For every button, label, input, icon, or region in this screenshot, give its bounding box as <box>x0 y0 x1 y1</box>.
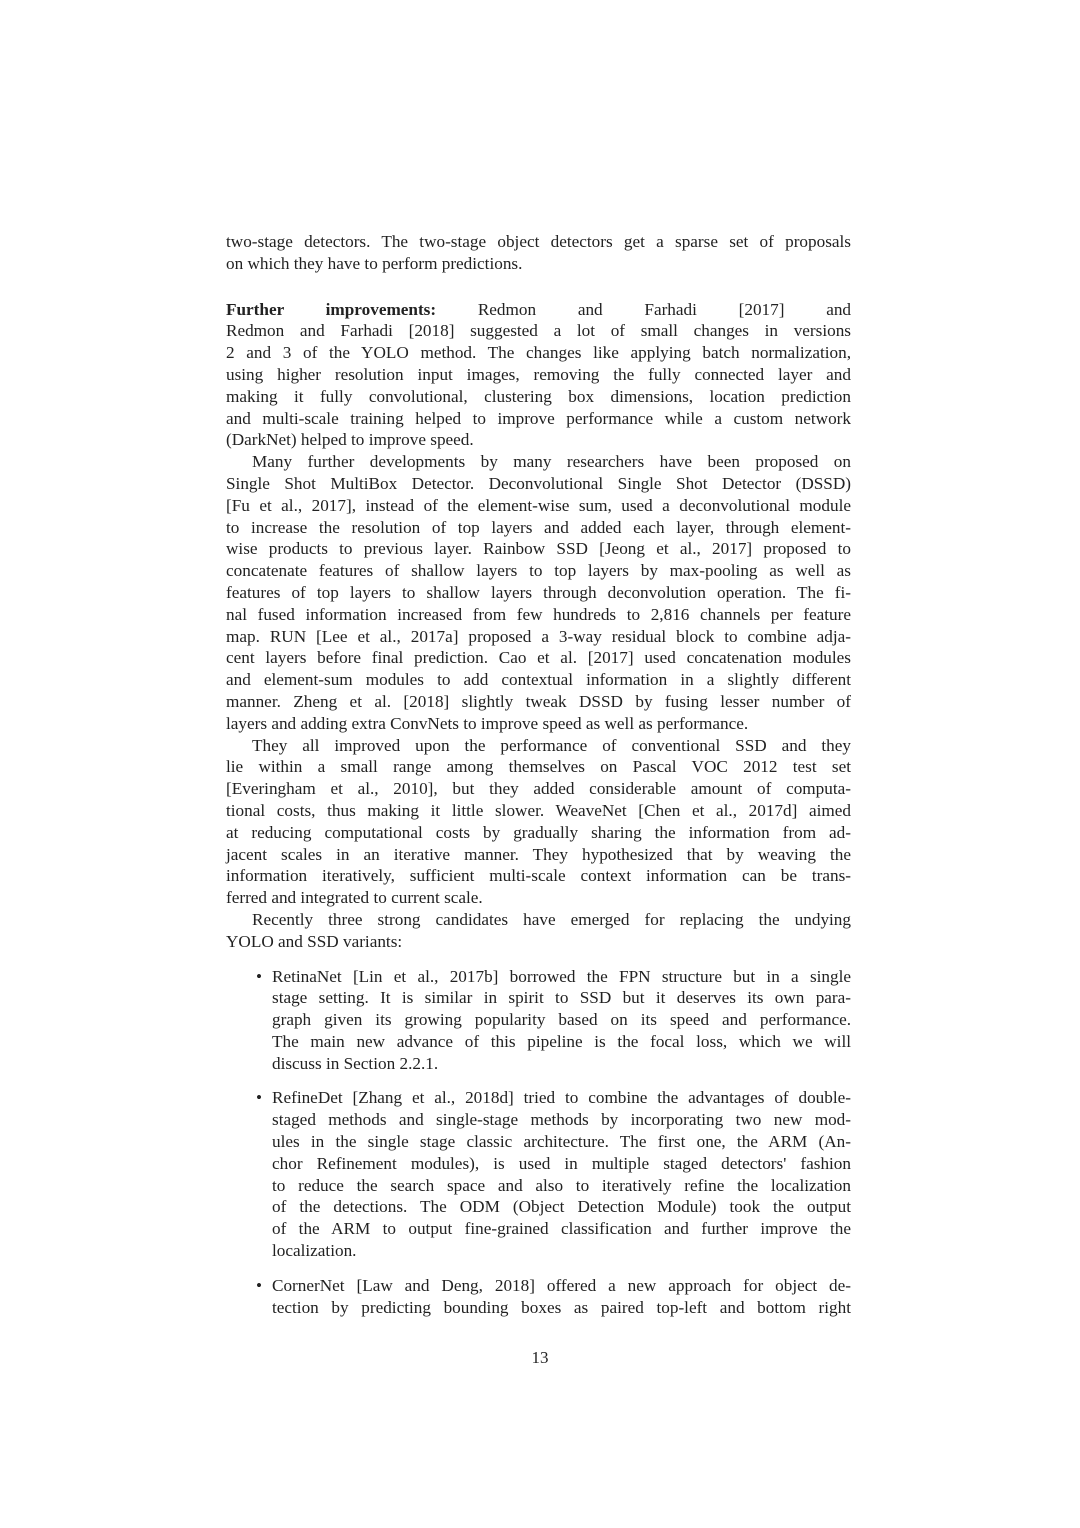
paragraph <box>226 735 851 909</box>
text-line: features of top layers to shallow layers through deconvolution operation. The fi- <box>226 582 851 602</box>
page-number: 13 <box>531 1348 549 1367</box>
text-line <box>226 299 851 321</box>
text-line: ferred and integrated to current scale. <box>226 888 483 908</box>
text-line: information iteratively, sufficient multi-scale context information can be trans- <box>226 866 851 886</box>
text-line: [Everingham et al., 2010], but they added considerable amount of computa- <box>226 779 851 799</box>
text-line: RefineDet [Zhang et al., 2018d] tried to combine the advantages of double- <box>272 1088 851 1108</box>
bullet-item <box>226 1275 851 1319</box>
text-line: Recently three strong candidates have emerged for replacing the undying <box>252 909 851 929</box>
text-line: of the ARM to output fine-grained classification and further improve the <box>272 1219 851 1239</box>
text-line: making it fully convolutional, clustering box dimensions, location prediction <box>226 386 851 406</box>
line-text: Redmon and Farhadi [2017] and <box>477 299 852 319</box>
text-line: YOLO and SSD variants: <box>226 931 403 951</box>
paragraph-heading: Further improvements: <box>226 299 437 319</box>
text-line: staged methods and single-stage methods by incorporating two new mod- <box>272 1110 851 1130</box>
text-line: [Fu et al., 2017], instead of the element-wise sum, used a deconvolutional module <box>226 495 851 515</box>
text-line: jacent scales in an iterative manner. They hypothesized that by weaving the <box>226 844 851 864</box>
text-line: Redmon and Farhadi [2018] suggested a lot of small changes in versions <box>226 321 851 341</box>
bullet-icon: • <box>256 966 263 986</box>
text-line: layers and adding extra ConvNets to improve speed as well as performance. <box>226 713 749 733</box>
text-line: at reducing computational costs by gradually sharing the information from ad- <box>226 822 851 842</box>
text-line: using higher resolution input images, removing the fully connected layer and <box>226 364 851 384</box>
text-line: localization. <box>272 1241 357 1261</box>
text-line: to reduce the search space and also to iteratively refine the localization <box>272 1175 851 1195</box>
paragraph <box>226 299 851 452</box>
text-line: graph given its growing popularity based on its speed and performance. <box>272 1010 851 1030</box>
text-line: two-stage detectors. The two-stage object detectors get a sparse set of proposals <box>226 232 851 251</box>
text-line: RetinaNet [Lin et al., 2017b] borrowed the FPN structure but in a single <box>272 966 851 986</box>
paragraph <box>226 451 851 734</box>
page-body <box>226 231 851 1331</box>
text-line: Many further developments by many researchers have been proposed on <box>252 452 851 472</box>
text-line: tional costs, thus making it little slower. WeaveNet [Chen et al., 2017d] aimed <box>226 800 851 820</box>
text-line: manner. Zheng et al. [2018] slightly tweak DSSD by fusing lesser number of <box>226 691 851 711</box>
text-line: to increase the resolution of top layers and added each layer, through element- <box>226 517 851 537</box>
text-line: cent layers before final prediction. Cao et al. [2017] used concatenation modules <box>226 648 851 668</box>
text-line: and element-sum modules to add contextual information in a slightly different <box>226 670 851 690</box>
text-line: ules in the single stage classic architecture. The first one, the ARM (An- <box>272 1132 851 1152</box>
text-line: 2 and 3 of the YOLO method. The changes like applying batch normalization, <box>226 343 851 363</box>
paragraph <box>226 909 851 953</box>
bullet-icon: • <box>256 1275 263 1295</box>
text-line: stage setting. It is similar in spirit to SSD but it deserves its own para- <box>272 988 851 1008</box>
text-line: tection by predicting bounding boxes as paired top-left and bottom right <box>272 1297 851 1317</box>
text-line: on which they have to perform predictions. <box>226 253 523 273</box>
paragraph <box>226 231 851 275</box>
text-line: lie within a small range among themselves on Pascal VOC 2012 test set <box>226 757 851 777</box>
text-line: concatenate features of shallow layers to top layers by max-pooling as well as <box>226 561 851 581</box>
text-line: wise products to previous layer. Rainbow SSD [Jeong et al., 2017] proposed to <box>226 539 851 559</box>
text-line: Single Shot MultiBox Detector. Deconvolutional Single Shot Detector (DSSD) <box>226 473 851 493</box>
text-line: of the detections. The ODM (Object Detection Module) took the output <box>272 1197 851 1217</box>
text-line: and multi-scale training helped to improve performance while a custom network <box>226 408 851 428</box>
text-line: CornerNet [Law and Deng, 2018] offered a new approach for object de- <box>272 1275 851 1295</box>
bullet-item <box>226 1087 851 1261</box>
text-line: The main new advance of this pipeline is the focal loss, which we will <box>272 1031 851 1051</box>
text-line: chor Refinement modules), is used in multiple staged detectors' fashion <box>272 1153 851 1173</box>
text-line: map. RUN [Lee et al., 2017a] proposed a 3-way residual block to combine adja- <box>226 626 851 646</box>
bullet-icon: • <box>256 1088 263 1108</box>
text-line: (DarkNet) helped to improve speed. <box>226 430 474 450</box>
text-line: nal fused information increased from few hundreds to 2,816 channels per feature <box>226 604 851 624</box>
text-line: discuss in Section 2.2.1. <box>272 1053 439 1073</box>
bullet-list <box>226 966 851 1319</box>
text-line: They all improved upon the performance of conventional SSD and they <box>252 735 851 755</box>
bullet-item <box>226 966 851 1075</box>
